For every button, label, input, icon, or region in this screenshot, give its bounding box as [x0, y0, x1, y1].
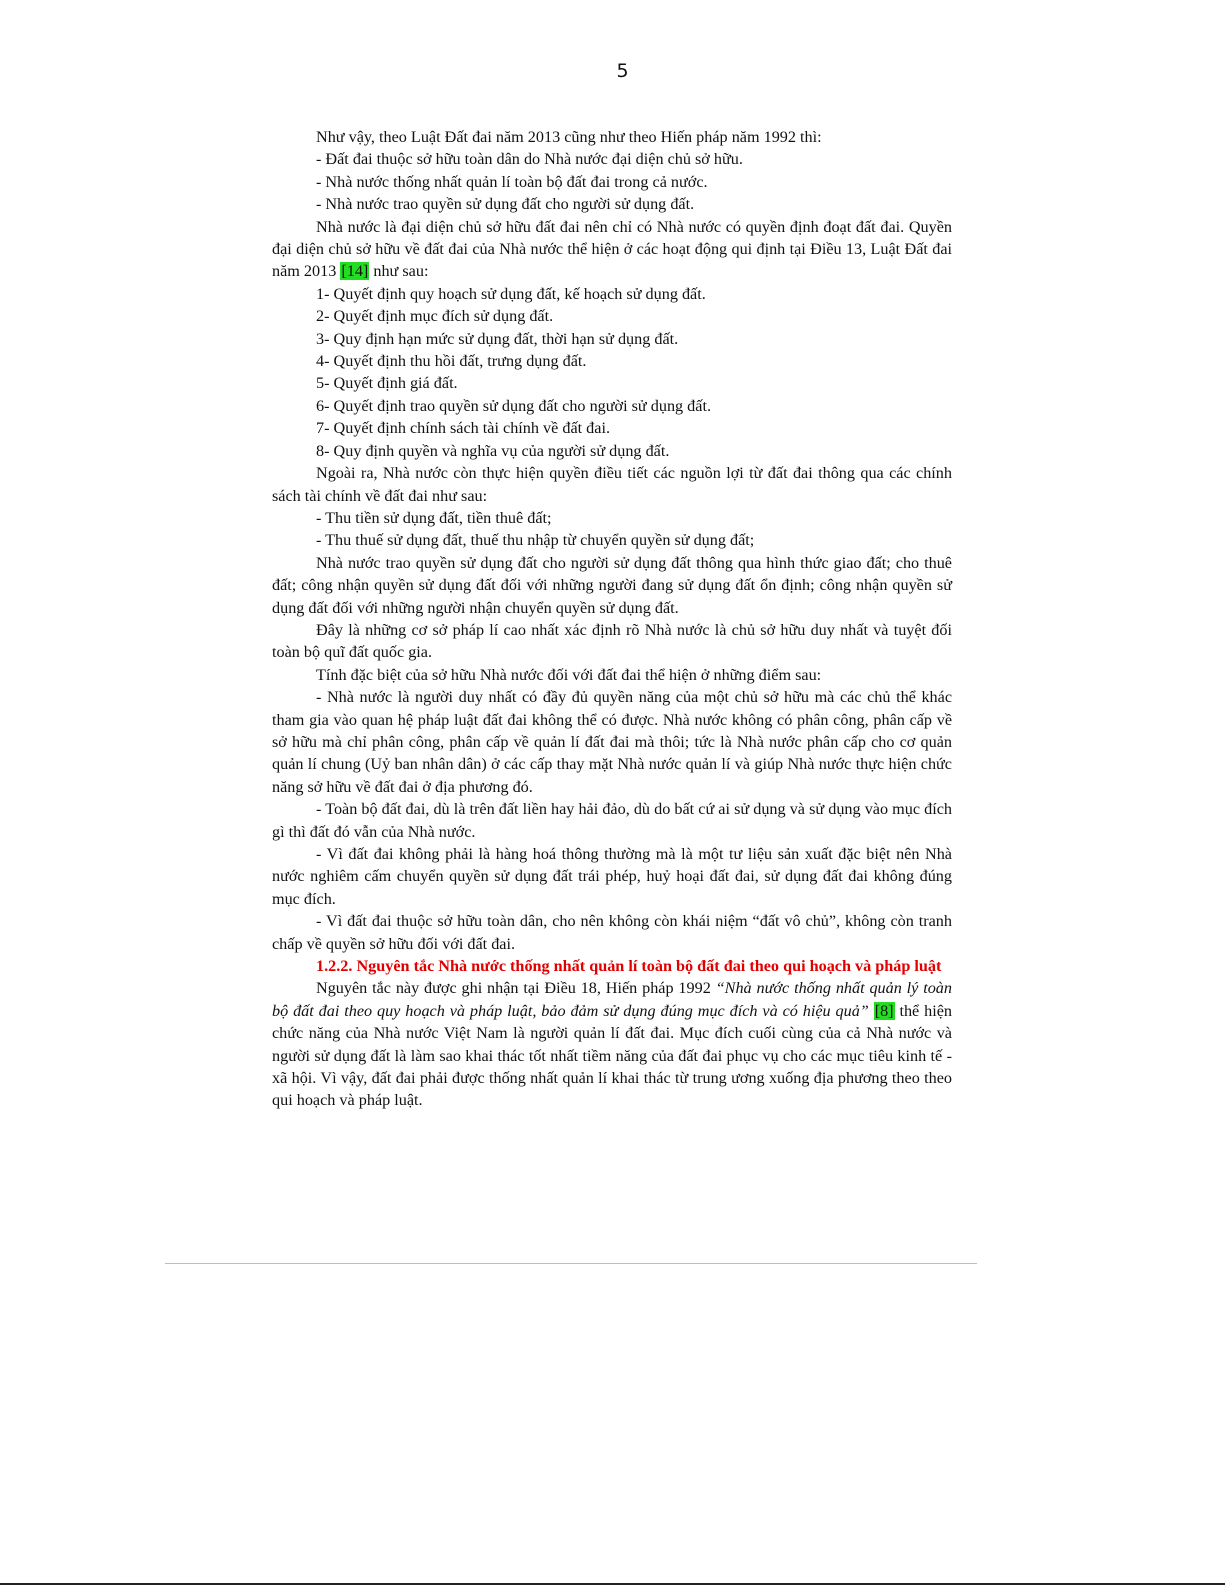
paragraph-text: như sau:: [369, 262, 429, 281]
quote-text: “Nhà nước thống nhất quản lý toàn bộ đất đai theo quy hoạch và pháp luật, bảo đảm sử dụng đúng mục đích và có hiệu quả”: [272, 979, 952, 1020]
document-body: [272, 126, 952, 1112]
footer-divider: [165, 1263, 977, 1264]
paragraph: Ngoài ra, Nhà nước còn thực hiện quyền điều tiết các nguồn lợi từ đất đai thông qua các chính sách tài chính về đất đai như sau:: [272, 464, 952, 505]
numbered-item: 8- Quy định quyền và nghĩa vụ của người sử dụng đất.: [316, 441, 670, 460]
list-item: - Nhà nước là người duy nhất có đầy đủ quyền năng của một chủ sở hữu mà các chủ thể khác tham gia vào quan hệ pháp luật đất đai không thể có được. Nhà nước không có phân công, phân cấp về sở hữu mà chỉ phân công, phân cấp về quản lí đất đai mà thôi; tức là Nhà nước phân cấp cho cơ quản quản lí chung (Uỷ ban nhân dân) ở các cấp thay mặt Nhà nước quản lí và giúp Nhà nước thực hiện chức năng sở hữu về đất đai ở địa phương đó.: [272, 688, 952, 796]
paragraph: Tính đặc biệt của sở hữu Nhà nước đối với đất đai thể hiện ở những điểm sau:: [316, 665, 822, 684]
citation-link[interactable]: [14]: [341, 262, 369, 281]
list-item: - Vì đất đai không phải là hàng hoá thông thường mà là một tư liệu sản xuất đặc biệt nên Nhà nước nghiêm cấm chuyển quyền sử dụng đất trái phép, huỷ hoại đất đai, sử dụng đất đai không đúng mục đích.: [272, 845, 952, 908]
paragraph: [272, 977, 952, 1111]
list-item: - Nhà nước trao quyền sử dụng đất cho người sử dụng đất.: [316, 195, 695, 214]
list-item: - Vì đất đai thuộc sở hữu toàn dân, cho nên không còn khái niệm “đất vô chủ”, không còn tranh chấp về quyền sở hữu đối với đất đai.: [272, 912, 952, 953]
numbered-item: 1- Quyết định quy hoạch sử dụng đất, kế hoạch sử dụng đất.: [316, 284, 706, 303]
page-number: 5: [616, 60, 629, 82]
section-heading: 1.2.2. Nguyên tắc Nhà nước thống nhất quản lí toàn bộ đất đai theo qui hoạch và pháp luật: [316, 957, 942, 976]
paragraph-text: Nhà nước là đại diện chủ sở hữu đất đai nên chỉ có Nhà nước có quyền định đoạt đất đai. Quyền đại diện chủ sở hữu về đất đai của Nhà nước thể hiện ở các hoạt động qui định tại Điều 13, Luật Đất đai năm 2013: [272, 217, 952, 281]
citation-link[interactable]: [8]: [874, 1001, 894, 1020]
list-item: - Toàn bộ đất đai, dù là trên đất liền hay hải đảo, dù do bất cứ ai sử dụng và sử dụng vào mục đích gì thì đất đó vẫn của Nhà nước.: [272, 800, 952, 841]
paragraph: [272, 216, 952, 283]
numbered-item: 4- Quyết định thu hồi đất, trưng dụng đất.: [316, 352, 587, 371]
paragraph: Đây là những cơ sở pháp lí cao nhất xác định rõ Nhà nước là chủ sở hữu duy nhất và tuyệt đối toàn bộ quĩ đất quốc gia.: [272, 620, 952, 662]
paragraph-text: Nguyên tắc này được ghi nhận tại Điều 18, Hiến pháp 1992: [316, 979, 716, 998]
numbered-item: 7- Quyết định chính sách tài chính về đất đai.: [316, 419, 610, 438]
list-item: - Nhà nước thống nhất quản lí toàn bộ đất đai trong cả nước.: [316, 172, 708, 191]
paragraph: Như vậy, theo Luật Đất đai năm 2013 cũng như theo Hiến pháp năm 1992 thì:: [316, 128, 822, 146]
numbered-item: 3- Quy định hạn mức sử dụng đất, thời hạn sử dụng đất.: [316, 329, 679, 348]
numbered-item: 2- Quyết định mục đích sử dụng đất.: [316, 307, 554, 326]
numbered-item: 5- Quyết định giá đất.: [316, 374, 458, 393]
list-item: - Đất đai thuộc sở hữu toàn dân do Nhà nước đại diện chủ sở hữu.: [316, 150, 743, 169]
paragraph: Nhà nước trao quyền sử dụng đất cho người sử dụng đất thông qua hình thức giao đất; cho thuê đất; công nhận quyền sử dụng đất đối với những người đang sử dụng đất ổn định; công nhận quyền sử dụng đất đối với những người nhận chuyển quyền sử dụng đất.: [272, 553, 952, 617]
list-item: - Thu tiền sử dụng đất, tiền thuê đất;: [316, 508, 552, 527]
numbered-item: 6- Quyết định trao quyền sử dụng đất cho người sử dụng đất.: [316, 396, 711, 415]
list-item: - Thu thuế sử dụng đất, thuế thu nhập từ chuyển quyền sử dụng đất;: [316, 531, 755, 550]
paragraph-text: thể hiện chức năng của Nhà nước Việt Nam là người quản lí đất đai. Mục đích cuối cùng của cả Nhà nước và người sử dụng đất là làm sao khai thác tốt nhất tiềm năng của đất đai phục vụ cho các mục tiêu kinh tế - xã hội. Vì vậy, đất đai phải được thống nhất quản lí khai thác từ trung ương xuống địa phương theo theo qui hoạch và pháp luật.: [272, 1001, 953, 1110]
